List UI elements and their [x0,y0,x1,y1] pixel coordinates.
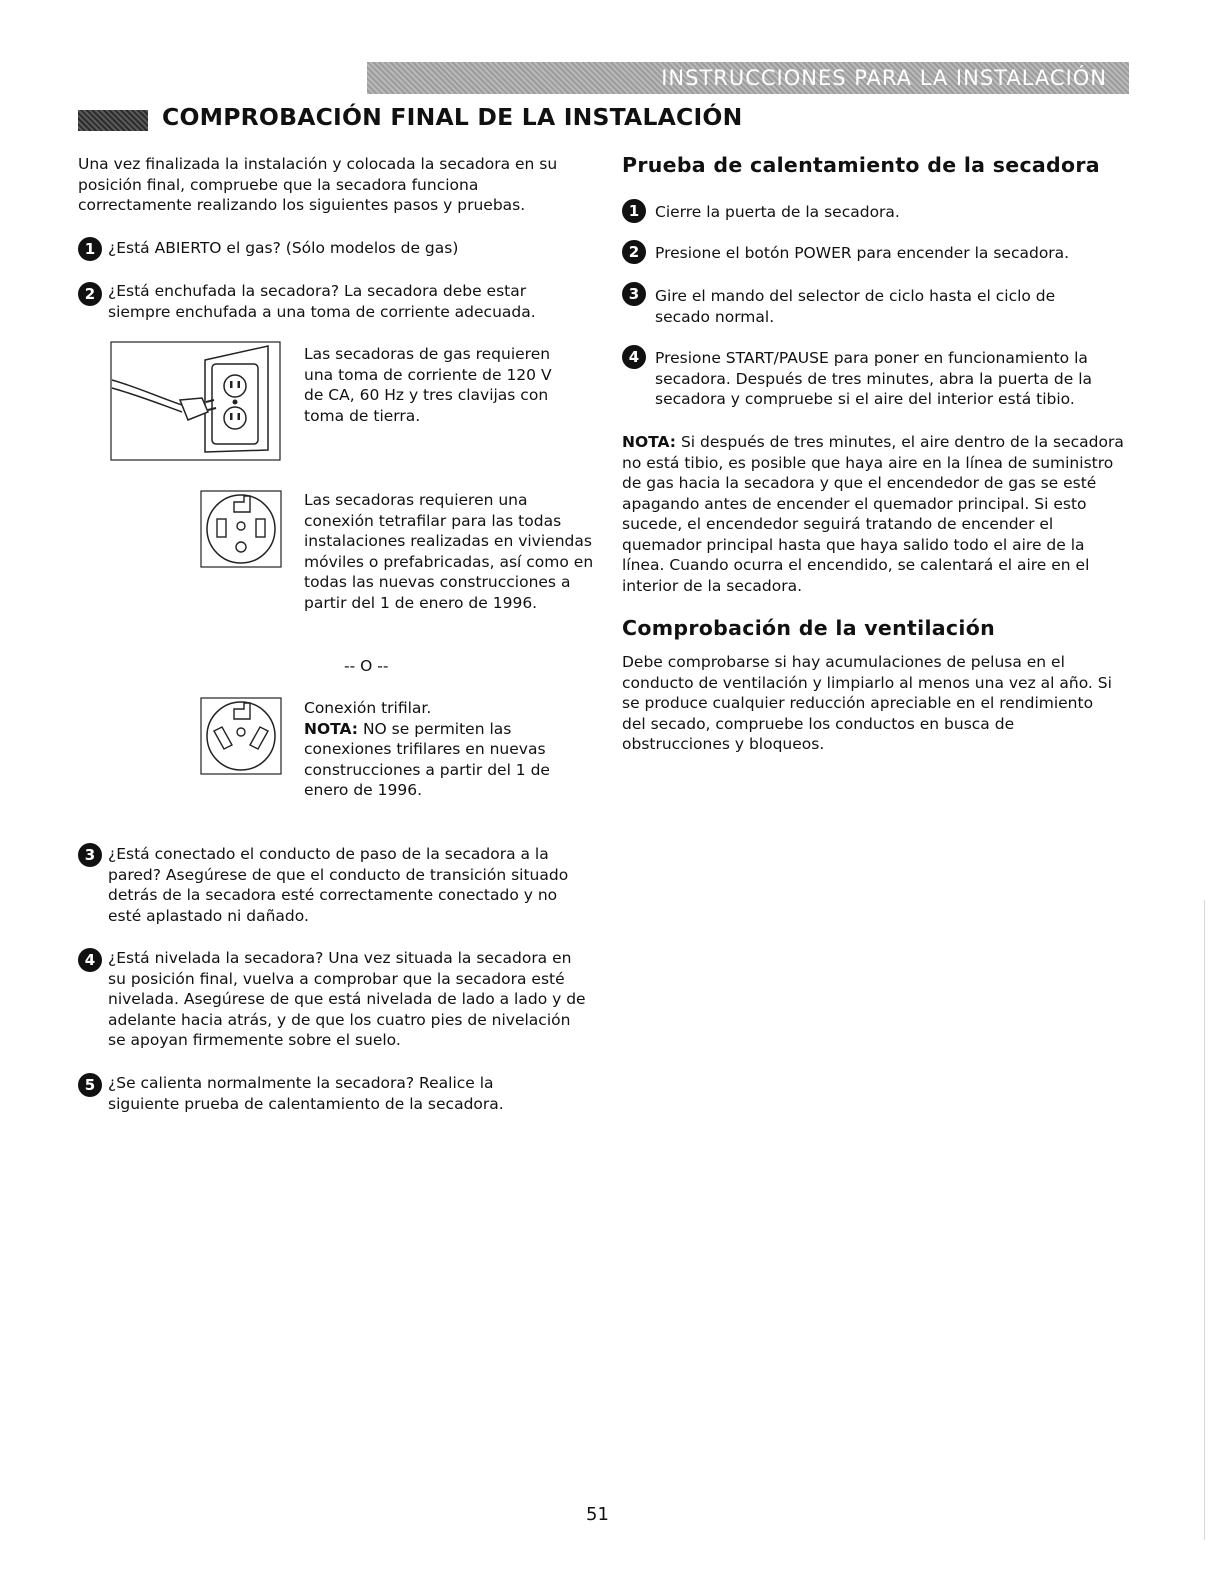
heat-step-3-text: Gire el mando del selector de ciclo hasta el ciclo de secado normal. [655,287,1056,326]
heat-step-4-badge: 4 [622,345,646,369]
step-2-badge: 2 [78,282,102,306]
heat-note-paragraph [622,432,1127,596]
vent-check-text: Debe comprobarse si hay acumulaciones de pelusa en el conducto de ventilación y limpiarlo al menos una vez al año. Si se produce cualquier reducción apreciable en el rendimiento del secado, compruebe los conductos en busca de obstrucciones y bloqueos. [622,653,1112,753]
three-wire-receptacle-icon [200,697,282,775]
heat-step-1-badge: 1 [622,199,646,223]
page-title: COMPROBACIÓN FINAL DE LA INSTALACIÓN [162,103,743,131]
step-3-text: ¿Está conectado el conducto de paso de la secadora a la pared? Asegúrese de que el conducto de transición situado detrás de la secadora esté correctamente conectado y no esté aplastado ni dañado. [108,845,569,925]
three-wire-note: NO se permiten las conexiones trifilares en nuevas construcciones a partir del 1 de enero de 1996. [304,719,550,799]
heat-step-2-text: Presione el botón POWER para encender la secadora. [655,244,1070,262]
step-4-text: ¿Está nivelada la secadora? Una vez situada la secadora en su posición final, vuelva a comprobar que la secadora esté nivelada. Asegúrese de que está nivelada de lado a lado y de adelante hacia atrás, y de que los cuatro pies de nivelación se apoyan firmemente sobre el suelo. [108,949,586,1049]
gas-outlet-text: Las secadoras de gas requieren una toma de corriente de 120 V de CA, 60 Hz y tres clavijas con toma de tierra. [304,345,552,425]
title-marker [78,110,148,131]
page-number: 51 [586,1504,609,1525]
step-1-badge: 1 [78,237,102,261]
three-wire-paragraph [304,698,564,801]
scan-edge-line [1204,900,1205,1540]
step-5-badge: 5 [78,1073,102,1097]
note-label: NOTA: [304,719,359,738]
heat-step-3-badge: 3 [622,282,646,306]
step-5-text: ¿Se calienta normalmente la secadora? Realice la siguiente prueba de calentamiento de la secadora. [108,1074,504,1113]
or-separator: -- O -- [344,657,389,675]
heat-step-4-text: Presione START/PAUSE para poner en funcionamiento la secadora. Después de tres minutes, abra la puerta de la secadora y compruebe si el aire del interior está tibio. [655,349,1093,408]
step-2-text: ¿Está enchufada la secadora? La secadora debe estar siempre enchufada a una toma de corriente adecuada. [108,282,536,321]
three-wire-label: Conexión trifilar. [304,699,432,717]
step-1-text: ¿Está ABIERTO el gas? (Sólo modelos de gas) [108,239,459,257]
vent-check-title: Comprobación de la ventilación [622,616,995,640]
heat-step-1-text: Cierre la puerta de la secadora. [655,203,900,221]
heat-step-2-badge: 2 [622,240,646,264]
four-wire-text: Las secadoras requieren una conexión tetrafilar para las todas instalaciones realizadas en viviendas móviles o prefabricadas, así como en todas las nuevas construcciones a partir del 1 de enero de 1996. [304,491,594,612]
banner-text: INSTRUCCIONES PARA LA INSTALACIÓN [661,66,1107,90]
step-3-badge: 3 [78,843,102,867]
section-banner [367,62,1129,94]
step-4-badge: 4 [78,948,102,972]
plug-outlet-icon [110,340,282,462]
four-wire-receptacle-icon [200,490,282,568]
intro-paragraph: Una vez finalizada la instalación y colocada la secadora en su posición final, compruebe que la secadora funciona correctamente realizando los siguientes pasos y pruebas. [78,155,558,214]
heat-note-label: NOTA: [622,433,677,451]
heat-note-text: Si después de tres minutes, el aire dentro de la secadora no está tibio, es posible que haya aire en la línea de suministro de gas hacia la secadora y que el encendedor de gas se esté apagando antes de encender el quemador principal. Si esto sucede, el encendedor seguirá tratando de encender el quemador principal hasta que haya salido todo el aire de la línea. Cuando ocurra el encendido, se calentará el aire en el interior de la secadora. [622,433,1124,595]
heat-test-title: Prueba de calentamiento de la secadora [622,153,1100,177]
